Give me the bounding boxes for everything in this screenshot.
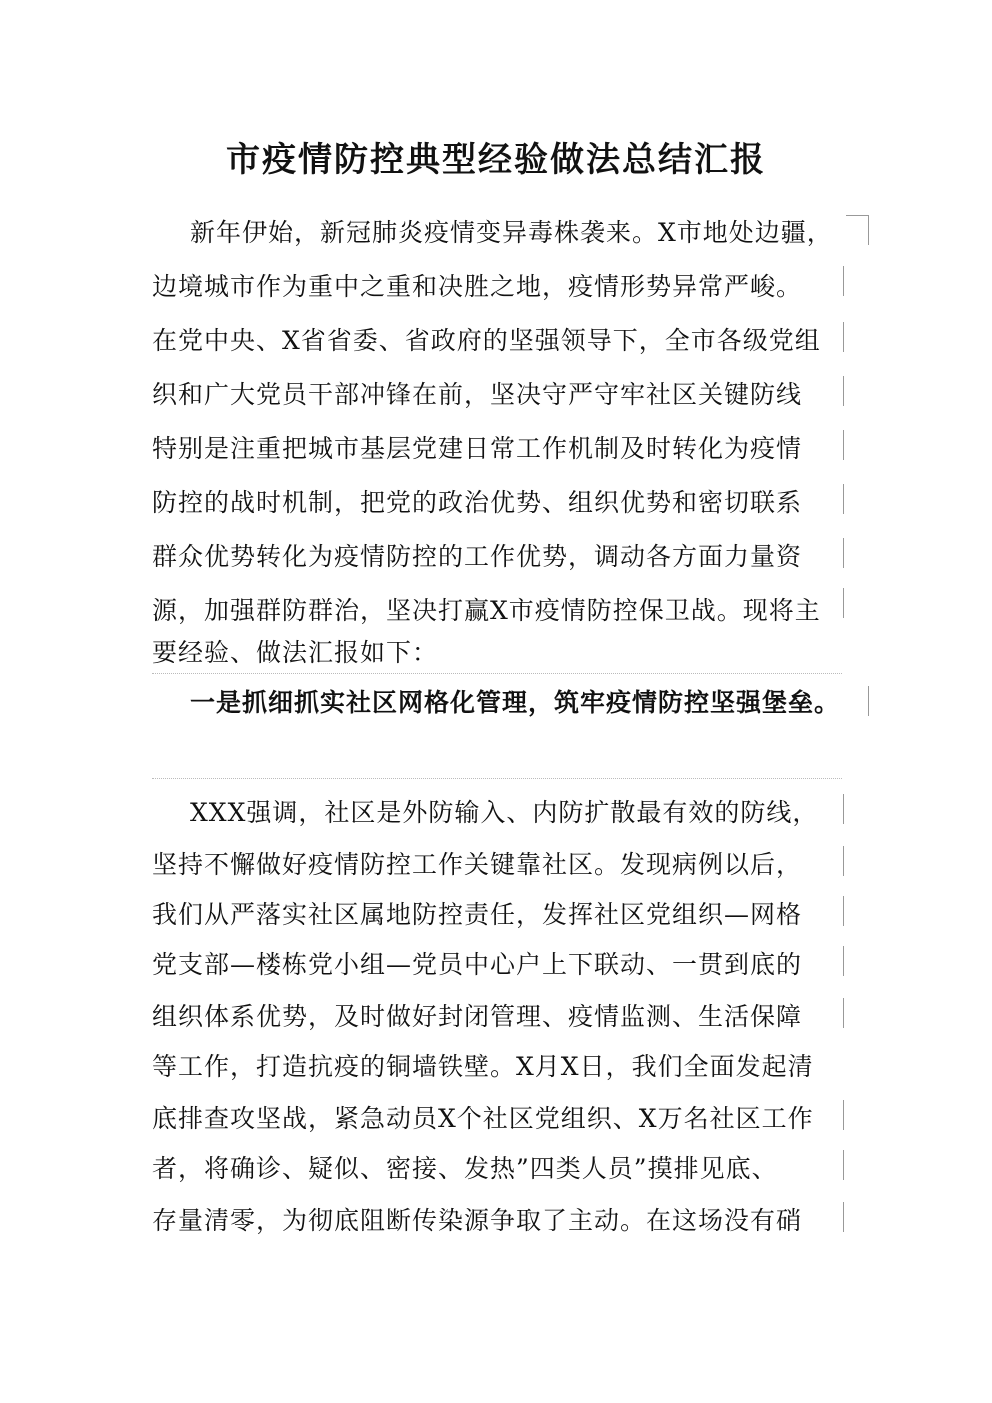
section-divider (152, 673, 842, 674)
margin-line-mark (843, 846, 844, 876)
document-title: 市疫情防控典型经验做法总结汇报 (226, 140, 766, 180)
paragraph-2-line: 等工作，打造抗疫的铜墙铁壁。X月X日，我们全面发起清 (152, 1052, 814, 1081)
margin-line-mark (843, 1150, 844, 1180)
margin-line-mark (843, 794, 844, 824)
paragraph-1-line: 源，加强群防群治，坚决打赢X市疫情防控保卫战。现将主 (152, 596, 821, 625)
margin-line-mark (843, 1100, 844, 1130)
margin-corner-mark (846, 215, 868, 216)
paragraph-1-line: 织和广大党员干部冲锋在前，坚决守严守牢社区关键防线 (152, 380, 803, 409)
paragraph-2-line: 坚持不懈做好疫情防控工作关键靠社区。发现病例以后， (152, 850, 803, 879)
margin-line-mark (843, 322, 844, 352)
margin-line-mark (843, 896, 844, 926)
paragraph-1-line: 特别是注重把城市基层党建日常工作机制及时转化为疫情 (152, 434, 803, 463)
margin-line-mark (843, 946, 844, 976)
margin-line-mark (868, 686, 869, 716)
paragraph-2-line: 组织体系优势，及时做好封闭管理、疫情监测、生活保障 (152, 1002, 803, 1031)
paragraph-1-line: 群众优势转化为疫情防控的工作优势，调动各方面力量资 (152, 542, 803, 571)
margin-line-mark (843, 484, 844, 514)
paragraph-2-line: 我们从严落实社区属地防控责任，发挥社区党组织—网格 (152, 900, 803, 929)
paragraph-1-line: 防控的战时机制，把党的政治优势、组织优势和密切联系 (152, 488, 803, 517)
paragraph-1-line: 新年伊始，新冠肺炎疫情变异毒株袭来。X市地处边疆， (190, 218, 833, 247)
margin-line-mark (843, 588, 844, 618)
paragraph-1-line: 要经验、做法汇报如下： (152, 638, 439, 667)
paragraph-2-line: 底排查攻坚战，紧急动员X个社区党组织、X万名社区工作 (152, 1104, 814, 1133)
paragraph-2-line: 者，将确诊、疑似、密接、发热”四类人员”摸排见底、 (152, 1154, 778, 1183)
margin-line-mark (868, 215, 869, 245)
paragraph-2-line: XXX强调，社区是外防输入、内防扩散最有效的防线， (190, 798, 819, 827)
section-heading: 一是抓细抓实社区网格化管理，筑牢疫情防控坚强堡垒。 (190, 688, 841, 717)
paragraph-1-line: 在党中央、X省省委、省政府的坚强领导下，全市各级党组 (152, 326, 821, 355)
section-divider (152, 778, 842, 779)
margin-line-mark (843, 538, 844, 568)
margin-line-mark (843, 376, 844, 406)
margin-line-mark (843, 998, 844, 1028)
margin-line-mark (843, 1202, 844, 1232)
margin-line-mark (843, 430, 844, 460)
paragraph-2-line: 存量清零，为彻底阻断传染源争取了主动。在这场没有硝 (152, 1206, 803, 1235)
paragraph-1-line: 边境城市作为重中之重和决胜之地，疫情形势异常严峻。 (152, 272, 803, 301)
margin-line-mark (843, 266, 844, 296)
paragraph-2-line: 党支部—楼栋党小组—党员中心户上下联动、一贯到底的 (152, 950, 803, 979)
